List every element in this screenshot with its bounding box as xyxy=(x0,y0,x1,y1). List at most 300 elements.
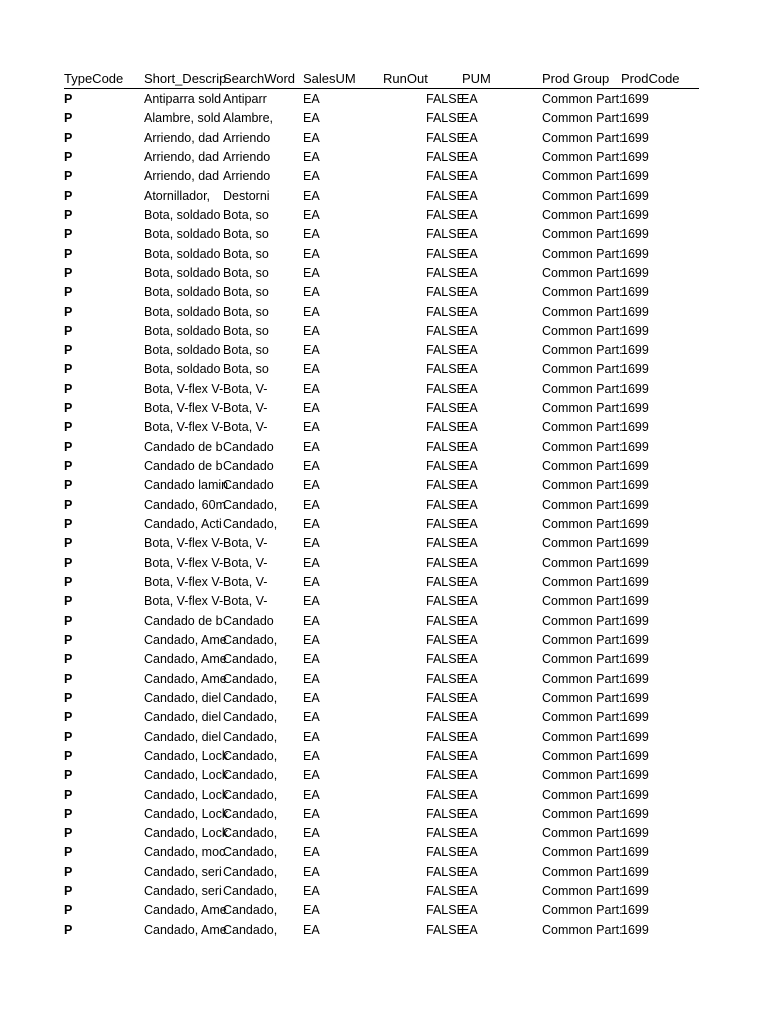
cell-runout: FALSE xyxy=(426,323,465,338)
table-row xyxy=(0,90,768,109)
cell-typecode: P xyxy=(64,227,73,242)
cell-searchword: Candado, xyxy=(223,903,278,918)
table-row xyxy=(0,805,768,824)
cell-prod-group: Common Part: xyxy=(542,536,623,551)
cell-salesum: EA xyxy=(303,497,320,512)
cell-prod-group: Common Part: xyxy=(542,246,623,261)
cell-salesum: EA xyxy=(303,323,320,338)
cell-prodcode: 1699 xyxy=(621,690,649,705)
cell-prodcode: 1699 xyxy=(621,884,649,899)
header-short-descrip: Short_Descrip xyxy=(144,71,227,86)
cell-searchword: Candado, xyxy=(223,768,278,783)
cell-short-descrip: Candado, seri xyxy=(144,884,222,899)
cell-prod-group: Common Part: xyxy=(542,207,623,222)
cell-typecode: P xyxy=(64,787,73,802)
header-prod-group: Prod Group xyxy=(542,71,610,86)
cell-runout: FALSE xyxy=(426,478,465,493)
cell-prod-group: Common Part: xyxy=(542,169,623,184)
cell-pum: EA xyxy=(461,748,478,763)
cell-pum: EA xyxy=(461,439,478,454)
table-row xyxy=(0,515,768,534)
table-row xyxy=(0,901,768,920)
cell-pum: EA xyxy=(461,710,478,725)
cell-pum: EA xyxy=(461,246,478,261)
cell-prodcode: 1699 xyxy=(621,826,649,841)
cell-short-descrip: Candado de b xyxy=(144,439,223,454)
cell-runout: FALSE xyxy=(426,420,465,435)
cell-salesum: EA xyxy=(303,826,320,841)
cell-short-descrip: Candado, Ame xyxy=(144,652,227,667)
cell-searchword: Bota, so xyxy=(223,265,269,280)
cell-prod-group: Common Part: xyxy=(542,652,623,667)
cell-typecode: P xyxy=(64,517,73,532)
table-row xyxy=(0,457,768,476)
cell-searchword: Candado, xyxy=(223,922,278,937)
cell-prod-group: Common Part: xyxy=(542,632,623,647)
cell-salesum: EA xyxy=(303,652,320,667)
cell-pum: EA xyxy=(461,285,478,300)
cell-salesum: EA xyxy=(303,710,320,725)
cell-pum: EA xyxy=(461,149,478,164)
cell-typecode: P xyxy=(64,845,73,860)
cell-prodcode: 1699 xyxy=(621,439,649,454)
cell-typecode: P xyxy=(64,671,73,686)
cell-prodcode: 1699 xyxy=(621,903,649,918)
table-row xyxy=(0,476,768,495)
table-row xyxy=(0,380,768,399)
cell-runout: FALSE xyxy=(426,787,465,802)
cell-prod-group: Common Part: xyxy=(542,401,623,416)
cell-salesum: EA xyxy=(303,420,320,435)
header-typecode: TypeCode xyxy=(64,71,124,86)
cell-searchword: Bota, so xyxy=(223,207,269,222)
table-row xyxy=(0,167,768,186)
cell-pum: EA xyxy=(461,555,478,570)
cell-short-descrip: Bota, soldado xyxy=(144,323,221,338)
cell-salesum: EA xyxy=(303,729,320,744)
cell-prodcode: 1699 xyxy=(621,285,649,300)
cell-short-descrip: Bota, soldado xyxy=(144,207,221,222)
cell-prod-group: Common Part: xyxy=(542,845,623,860)
cell-short-descrip: Arriendo, dad xyxy=(144,130,220,145)
cell-runout: FALSE xyxy=(426,343,465,358)
cell-salesum: EA xyxy=(303,671,320,686)
cell-pum: EA xyxy=(461,304,478,319)
cell-pum: EA xyxy=(461,768,478,783)
cell-runout: FALSE xyxy=(426,92,465,106)
cell-short-descrip: Candado, seri xyxy=(144,864,222,879)
cell-runout: FALSE xyxy=(426,632,465,647)
cell-pum: EA xyxy=(461,323,478,338)
cell-prod-group: Common Part: xyxy=(542,149,623,164)
cell-searchword: Bota, V- xyxy=(223,575,268,589)
cell-searchword: Candado, xyxy=(223,710,278,725)
cell-short-descrip: Candado, moc xyxy=(144,845,226,860)
cell-typecode: P xyxy=(64,304,73,319)
header-runout: RunOut xyxy=(383,71,428,86)
table-row xyxy=(0,418,768,437)
cell-runout: FALSE xyxy=(426,246,465,261)
cell-searchword: Alambre, xyxy=(223,111,274,126)
cell-typecode: P xyxy=(64,188,73,203)
cell-pum: EA xyxy=(461,903,478,918)
header-pum: PUM xyxy=(462,71,491,86)
cell-searchword: Candado, xyxy=(223,845,278,860)
cell-prodcode: 1699 xyxy=(621,304,649,319)
cell-salesum: EA xyxy=(303,748,320,763)
cell-prodcode: 1699 xyxy=(621,478,649,493)
cell-prodcode: 1699 xyxy=(621,594,649,609)
cell-runout: FALSE xyxy=(426,575,465,589)
cell-salesum: EA xyxy=(303,111,320,126)
cell-prodcode: 1699 xyxy=(621,246,649,261)
cell-pum: EA xyxy=(461,265,478,280)
table-row xyxy=(0,148,768,167)
table-row xyxy=(0,129,768,148)
cell-prodcode: 1699 xyxy=(621,111,649,126)
cell-prodcode: 1699 xyxy=(621,517,649,532)
cell-runout: FALSE xyxy=(426,884,465,899)
cell-prod-group: Common Part: xyxy=(542,690,623,705)
cell-prod-group: Common Part: xyxy=(542,729,623,744)
cell-prod-group: Common Part: xyxy=(542,864,623,879)
cell-runout: FALSE xyxy=(426,188,465,203)
cell-salesum: EA xyxy=(303,613,320,628)
cell-runout: FALSE xyxy=(426,265,465,280)
cell-short-descrip: Bota, soldado xyxy=(144,343,221,358)
cell-short-descrip: Candado lamin xyxy=(144,478,229,493)
cell-runout: FALSE xyxy=(426,130,465,145)
cell-pum: EA xyxy=(461,420,478,435)
cell-pum: EA xyxy=(461,517,478,532)
table-row xyxy=(0,612,768,631)
cell-searchword: Bota, so xyxy=(223,246,269,261)
header-searchword: SearchWord xyxy=(223,71,296,86)
cell-typecode: P xyxy=(64,92,73,106)
cell-searchword: Candado, xyxy=(223,864,278,879)
cell-short-descrip: Bota, soldado xyxy=(144,362,221,377)
cell-prodcode: 1699 xyxy=(621,729,649,744)
cell-prodcode: 1699 xyxy=(621,169,649,184)
cell-searchword: Antiparr xyxy=(223,92,267,106)
table-row xyxy=(0,109,768,128)
cell-searchword: Bota, V- xyxy=(223,594,268,609)
cell-pum: EA xyxy=(461,690,478,705)
cell-typecode: P xyxy=(64,903,73,918)
table-row xyxy=(0,843,768,862)
header-salesum: SalesUM xyxy=(303,71,356,86)
cell-prod-group: Common Part: xyxy=(542,381,623,396)
cell-runout: FALSE xyxy=(426,864,465,879)
cell-typecode: P xyxy=(64,826,73,841)
cell-typecode: P xyxy=(64,323,73,338)
cell-short-descrip: Bota, soldado xyxy=(144,265,221,280)
cell-prod-group: Common Part: xyxy=(542,459,623,474)
cell-short-descrip: Candado, Lock xyxy=(144,748,229,763)
cell-salesum: EA xyxy=(303,149,320,164)
cell-short-descrip: Arriendo, dad xyxy=(144,149,220,164)
cell-short-descrip: Candado, Ame xyxy=(144,671,227,686)
cell-short-descrip: Bota, soldado xyxy=(144,246,221,261)
cell-runout: FALSE xyxy=(426,768,465,783)
cell-prod-group: Common Part: xyxy=(542,575,623,589)
cell-typecode: P xyxy=(64,748,73,763)
cell-prodcode: 1699 xyxy=(621,652,649,667)
cell-searchword: Candado, xyxy=(223,806,278,821)
table-row xyxy=(0,245,768,264)
cell-searchword: Bota, V- xyxy=(223,401,268,416)
cell-prodcode: 1699 xyxy=(621,922,649,937)
cell-typecode: P xyxy=(64,111,73,126)
cell-searchword: Bota, so xyxy=(223,304,269,319)
cell-typecode: P xyxy=(64,536,73,551)
cell-short-descrip: Candado de b xyxy=(144,613,223,628)
cell-short-descrip: Candado de b xyxy=(144,459,223,474)
table-row xyxy=(0,341,768,360)
cell-prod-group: Common Part: xyxy=(542,884,623,899)
cell-prodcode: 1699 xyxy=(621,92,649,106)
table-row xyxy=(0,824,768,843)
cell-short-descrip: Bota, V-flex V- xyxy=(144,420,224,435)
cell-prod-group: Common Part: xyxy=(542,826,623,841)
cell-searchword: Bota, so xyxy=(223,227,269,242)
cell-prodcode: 1699 xyxy=(621,748,649,763)
cell-runout: FALSE xyxy=(426,845,465,860)
cell-pum: EA xyxy=(461,188,478,203)
cell-prod-group: Common Part: xyxy=(542,362,623,377)
cell-searchword: Candado xyxy=(223,478,274,493)
table-row xyxy=(0,225,768,244)
cell-searchword: Candado, xyxy=(223,884,278,899)
cell-searchword: Bota, V- xyxy=(223,536,268,551)
cell-typecode: P xyxy=(64,575,73,589)
cell-pum: EA xyxy=(461,787,478,802)
table-row xyxy=(0,360,768,379)
cell-prodcode: 1699 xyxy=(621,420,649,435)
cell-pum: EA xyxy=(461,632,478,647)
cell-salesum: EA xyxy=(303,903,320,918)
cell-prodcode: 1699 xyxy=(621,362,649,377)
cell-salesum: EA xyxy=(303,632,320,647)
cell-runout: FALSE xyxy=(426,207,465,222)
cell-searchword: Bota, V- xyxy=(223,381,268,396)
cell-prodcode: 1699 xyxy=(621,497,649,512)
cell-salesum: EA xyxy=(303,768,320,783)
cell-salesum: EA xyxy=(303,169,320,184)
cell-prodcode: 1699 xyxy=(621,555,649,570)
cell-searchword: Candado, xyxy=(223,652,278,667)
cell-pum: EA xyxy=(461,207,478,222)
cell-pum: EA xyxy=(461,169,478,184)
cell-typecode: P xyxy=(64,613,73,628)
cell-typecode: P xyxy=(64,207,73,222)
cell-prod-group: Common Part: xyxy=(542,903,623,918)
cell-prod-group: Common Part: xyxy=(542,555,623,570)
cell-runout: FALSE xyxy=(426,922,465,937)
cell-searchword: Candado xyxy=(223,459,274,474)
cell-runout: FALSE xyxy=(426,285,465,300)
table-row xyxy=(0,187,768,206)
cell-searchword: Candado, xyxy=(223,729,278,744)
cell-short-descrip: Bota, soldado xyxy=(144,285,221,300)
cell-pum: EA xyxy=(461,111,478,126)
cell-prod-group: Common Part: xyxy=(542,439,623,454)
cell-short-descrip: Bota, V-flex V- xyxy=(144,594,224,609)
cell-prodcode: 1699 xyxy=(621,768,649,783)
cell-short-descrip: Candado, Ame xyxy=(144,632,227,647)
cell-short-descrip: Candado, Lock xyxy=(144,806,229,821)
cell-salesum: EA xyxy=(303,130,320,145)
cell-prod-group: Common Part: xyxy=(542,227,623,242)
cell-searchword: Candado, xyxy=(223,671,278,686)
cell-typecode: P xyxy=(64,285,73,300)
cell-prod-group: Common Part: xyxy=(542,420,623,435)
cell-searchword: Arriendo xyxy=(223,149,271,164)
cell-typecode: P xyxy=(64,922,73,937)
cell-salesum: EA xyxy=(303,362,320,377)
cell-runout: FALSE xyxy=(426,517,465,532)
cell-short-descrip: Alambre, sold xyxy=(144,111,221,126)
cell-runout: FALSE xyxy=(426,710,465,725)
cell-typecode: P xyxy=(64,594,73,609)
cell-pum: EA xyxy=(461,227,478,242)
cell-short-descrip: Candado, Ame xyxy=(144,903,227,918)
table-row xyxy=(0,322,768,341)
cell-runout: FALSE xyxy=(426,169,465,184)
cell-runout: FALSE xyxy=(426,149,465,164)
cell-typecode: P xyxy=(64,652,73,667)
cell-searchword: Bota, so xyxy=(223,343,269,358)
cell-runout: FALSE xyxy=(426,594,465,609)
cell-runout: FALSE xyxy=(426,671,465,686)
cell-prod-group: Common Part: xyxy=(542,517,623,532)
table-row xyxy=(0,863,768,882)
cell-prod-group: Common Part: xyxy=(542,343,623,358)
cell-prod-group: Common Part: xyxy=(542,304,623,319)
cell-runout: FALSE xyxy=(426,459,465,474)
cell-prodcode: 1699 xyxy=(621,188,649,203)
cell-short-descrip: Candado, diel xyxy=(144,690,222,705)
cell-salesum: EA xyxy=(303,246,320,261)
cell-salesum: EA xyxy=(303,864,320,879)
cell-runout: FALSE xyxy=(426,381,465,396)
cell-typecode: P xyxy=(64,690,73,705)
cell-runout: FALSE xyxy=(426,362,465,377)
cell-typecode: P xyxy=(64,497,73,512)
cell-pum: EA xyxy=(461,362,478,377)
cell-salesum: EA xyxy=(303,555,320,570)
table-row xyxy=(0,554,768,573)
cell-runout: FALSE xyxy=(426,826,465,841)
cell-pum: EA xyxy=(461,884,478,899)
cell-prod-group: Common Part: xyxy=(542,111,623,126)
cell-runout: FALSE xyxy=(426,729,465,744)
cell-typecode: P xyxy=(64,401,73,416)
cell-salesum: EA xyxy=(303,304,320,319)
cell-prod-group: Common Part: xyxy=(542,478,623,493)
cell-salesum: EA xyxy=(303,922,320,937)
cell-pum: EA xyxy=(461,613,478,628)
cell-salesum: EA xyxy=(303,381,320,396)
cell-runout: FALSE xyxy=(426,536,465,551)
cell-prod-group: Common Part: xyxy=(542,748,623,763)
cell-pum: EA xyxy=(461,343,478,358)
table-row xyxy=(0,650,768,669)
cell-searchword: Candado, xyxy=(223,632,278,647)
table-row xyxy=(0,747,768,766)
cell-searchword: Candado xyxy=(223,439,274,454)
cell-runout: FALSE xyxy=(426,401,465,416)
cell-prodcode: 1699 xyxy=(621,207,649,222)
cell-runout: FALSE xyxy=(426,613,465,628)
cell-short-descrip: Bota, V-flex V- xyxy=(144,575,224,589)
cell-typecode: P xyxy=(64,130,73,145)
cell-salesum: EA xyxy=(303,845,320,860)
cell-pum: EA xyxy=(461,401,478,416)
table-row xyxy=(0,534,768,553)
cell-searchword: Candado, xyxy=(223,787,278,802)
cell-salesum: EA xyxy=(303,690,320,705)
cell-searchword: Bota, V- xyxy=(223,555,268,570)
cell-typecode: P xyxy=(64,478,73,493)
cell-searchword: Candado, xyxy=(223,497,278,512)
cell-prod-group: Common Part: xyxy=(542,671,623,686)
cell-runout: FALSE xyxy=(426,227,465,242)
table-row xyxy=(0,303,768,322)
table-row xyxy=(0,438,768,457)
cell-short-descrip: Candado, 60m xyxy=(144,497,227,512)
cell-prod-group: Common Part: xyxy=(542,710,623,725)
cell-runout: FALSE xyxy=(426,111,465,126)
cell-searchword: Arriendo xyxy=(223,169,271,184)
cell-prodcode: 1699 xyxy=(621,381,649,396)
cell-typecode: P xyxy=(64,169,73,184)
cell-short-descrip: Candado, Acti xyxy=(144,517,222,532)
cell-prodcode: 1699 xyxy=(621,575,649,589)
cell-short-descrip: Bota, V-flex V- xyxy=(144,555,224,570)
cell-prod-group: Common Part: xyxy=(542,594,623,609)
cell-pum: EA xyxy=(461,130,478,145)
cell-prod-group: Common Part: xyxy=(542,130,623,145)
cell-salesum: EA xyxy=(303,575,320,589)
cell-searchword: Candado, xyxy=(223,517,278,532)
cell-short-descrip: Bota, soldado xyxy=(144,227,221,242)
cell-salesum: EA xyxy=(303,787,320,802)
cell-short-descrip: Candado, Lock xyxy=(144,787,229,802)
cell-typecode: P xyxy=(64,459,73,474)
cell-prodcode: 1699 xyxy=(621,265,649,280)
cell-prodcode: 1699 xyxy=(621,845,649,860)
table-row xyxy=(0,882,768,901)
cell-runout: FALSE xyxy=(426,497,465,512)
cell-salesum: EA xyxy=(303,227,320,242)
cell-prod-group: Common Part: xyxy=(542,323,623,338)
cell-prodcode: 1699 xyxy=(621,130,649,145)
cell-prodcode: 1699 xyxy=(621,710,649,725)
cell-typecode: P xyxy=(64,710,73,725)
cell-short-descrip: Candado, diel xyxy=(144,729,222,744)
cell-prodcode: 1699 xyxy=(621,343,649,358)
cell-searchword: Arriendo xyxy=(223,130,271,145)
cell-prodcode: 1699 xyxy=(621,632,649,647)
table-row xyxy=(0,921,768,940)
table-row xyxy=(0,766,768,785)
header-underline xyxy=(64,88,699,89)
cell-pum: EA xyxy=(461,826,478,841)
cell-prod-group: Common Part: xyxy=(542,806,623,821)
cell-short-descrip: Atornillador, xyxy=(144,188,211,203)
cell-pum: EA xyxy=(461,92,478,106)
